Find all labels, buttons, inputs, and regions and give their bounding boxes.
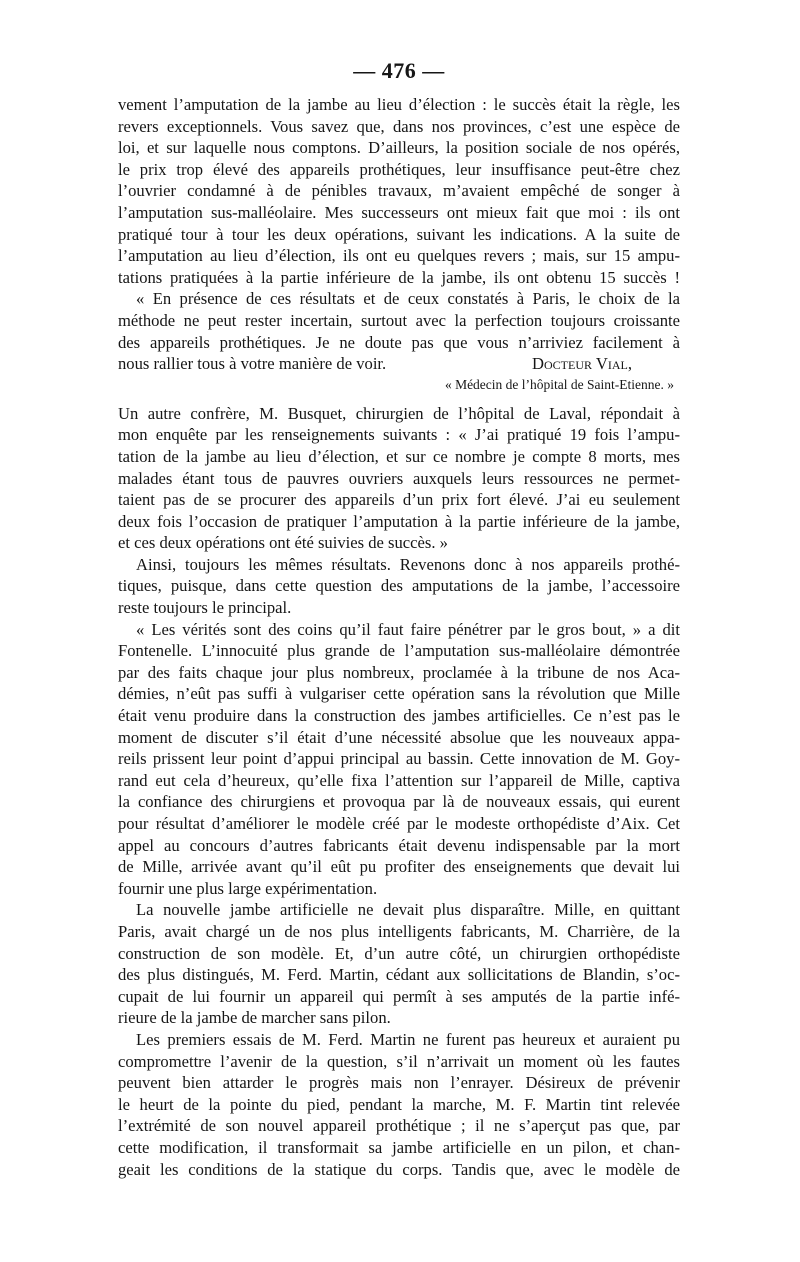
- text-line: peuvent bien attarder le progrès mais non l’enrayer. Désireux de prévenir: [118, 1073, 680, 1093]
- text-line: malades étant tous de pauvres ouvriers auxquels leurs ressources ne permet-: [118, 468, 680, 488]
- letter-continuation: [118, 94, 680, 395]
- text-line: démies, n’eût pas suffi à vulgariser cette opération sans la révolution que Mille: [118, 684, 680, 704]
- text-line: Un autre confrère, M. Busquet, chirurgien de l’hôpital de Laval, répondait à: [118, 403, 680, 423]
- text-line: Ainsi, toujours les mêmes résultats. Revenons donc à nos appareils prothé-: [136, 554, 680, 574]
- text-line: reste toujours le principal.: [118, 598, 292, 618]
- page-number: — 476 —: [353, 58, 445, 83]
- text-line: pratiqué tour à tour les deux opérations, suivant les indications. A la suite de: [118, 224, 680, 244]
- text-line: tations pratiquées à la partie inférieure de la jambe, ils ont obtenu 15 succès !: [118, 267, 680, 287]
- main-text: [118, 403, 680, 1180]
- text-line: geait les conditions de la statique du corps. Tandis que, avec le modèle de: [118, 1159, 680, 1179]
- text-line: des plus distingués, M. Ferd. Martin, cédant aux sollicitations de Blandin, s’oc-: [118, 965, 680, 985]
- text-line: vement l’amputation de la jambe au lieu d’élection : le succès était la règle, les: [118, 95, 680, 114]
- text-line: l’ouvrier condamné à de pénibles travaux, m’avaient empêché de songer à: [118, 181, 680, 201]
- text-line: de Mille, arrivée avant qu’il eût pu profiter des enseignements que devait lui: [118, 857, 680, 877]
- text-line: et ces deux opérations ont été suivies de succès. »: [118, 533, 448, 553]
- text-line: le prix trop élevé des appareils prothétiques, leur insuffisance peut-être chez: [118, 159, 680, 179]
- text-line: « En présence de ces résultats et de ceux constatés à Paris, le choix de la: [136, 289, 680, 309]
- text-line: cette modification, il transformait sa jambe artificielle en un pilon, et chan-: [118, 1137, 680, 1157]
- text-line: loi, et sur laquelle nous comptons. D’ailleurs, la position sociale de nos opérés,: [118, 138, 680, 158]
- text-line: le heurt de la pointe du pied, pendant la marche, M. F. Martin tint relevée: [118, 1094, 680, 1114]
- text-line: Fontenelle. L’innocuité plus grande de l’amputation sus-malléolaire démontrée: [118, 641, 680, 661]
- text-line: cupait de lui fournir un appareil qui permît à ses amputés de la partie infé-: [118, 986, 680, 1006]
- text-line: reils prissent leur point d’appui principal au bassin. Cette innovation de M. Goy-: [118, 749, 680, 769]
- text-line: deux fois l’occasion de pratiquer l’amputation à la partie inférieure de la jambe,: [118, 511, 680, 531]
- text-line: La nouvelle jambe artificielle ne devait plus disparaître. Mille, en quittant: [136, 900, 680, 920]
- text-line: méthode ne peut rester incertain, surtout avec la perfection toujours croissante: [118, 310, 680, 330]
- text-line: Paris, avait chargé un de nos plus intelligents fabricants, M. Charrière, de la: [118, 921, 680, 941]
- text-line: moment de discuter s’il était d’une nécessité absolue que les nouveaux appa-: [118, 727, 680, 747]
- signature-closing: nous rallier tous à votre manière de voir.: [118, 354, 387, 374]
- text-line: par des faits chaque jour plus nombreux, proclamée à la tribune de nos Aca-: [118, 662, 680, 682]
- signature-line: [118, 353, 680, 375]
- text-line: appel au concours d’autres fabricants était devenu indispensable par la mort: [118, 835, 680, 855]
- text-line: des appareils prothétiques. Je ne doute pas que vous n’arriviez facilement à: [118, 332, 680, 352]
- text-line: revers exceptionnels. Vous savez que, dans nos provinces, c’est une espèce de: [118, 116, 680, 136]
- signature-affiliation: « Médecin de l’hôpital de Saint-Etienne. »: [444, 376, 674, 392]
- text-line: tiques, puisque, dans cette question des amputations de la jambe, l’accessoire: [118, 576, 680, 596]
- text-line: mon enquête par les renseignements suivants : « J’ai pratiqué 19 fois l’ampu-: [118, 425, 680, 445]
- text-line: rieure de la jambe de marcher sans pilon.: [118, 1008, 391, 1028]
- text-line: « Les vérités sont des coins qu’il faut faire pénétrer par le gros bout, » a dit: [136, 619, 680, 639]
- text-line: construction de son modèle. Et, d’un autre côté, un chirurgien orthopédiste: [118, 943, 680, 963]
- text-line: Les premiers essais de M. Ferd. Martin ne furent pas heureux et auraient pu: [136, 1029, 680, 1049]
- text-line: fournir une plus large expérimentation.: [118, 878, 378, 898]
- text-line: la confiance des chirurgiens et provoqua par là de nouveaux essais, qui eurent: [118, 792, 680, 812]
- text-line: compromettre l’avenir de la question, s’il n’arrivait un moment où les fautes: [118, 1051, 680, 1071]
- signature-name: Docteur Vial,: [532, 354, 632, 374]
- text-line: l’amputation sus-malléolaire. Mes successeurs ont mieux fait que moi : ils ont: [118, 202, 680, 222]
- text-line: taient pas de se procurer des appareils d’un prix fort élevé. J’ai eu seulement: [118, 490, 680, 510]
- text-line: était venu produire dans la construction des jambes artificielles. Ce n’est pas le: [118, 706, 680, 726]
- text-line: tation de la jambe au lieu d’élection, et sur ce nombre je compte 8 morts, mes: [118, 446, 680, 466]
- text-line: l’amputation au lieu d’élection, ils ont eu quelques revers ; mais, sur 15 ampu-: [118, 246, 680, 266]
- text-line: rand eut cela d’heureux, qu’elle fixa l’attention sur l’appareil de Mille, captiva: [118, 770, 680, 790]
- text-line: pour résultat d’améliorer le modèle créé par le modeste orthopédiste d’Aix. Cet: [118, 814, 680, 833]
- text-line: l’extrémité de son nouvel appareil prothétique ; il ne s’aperçut pas que, par: [118, 1116, 680, 1136]
